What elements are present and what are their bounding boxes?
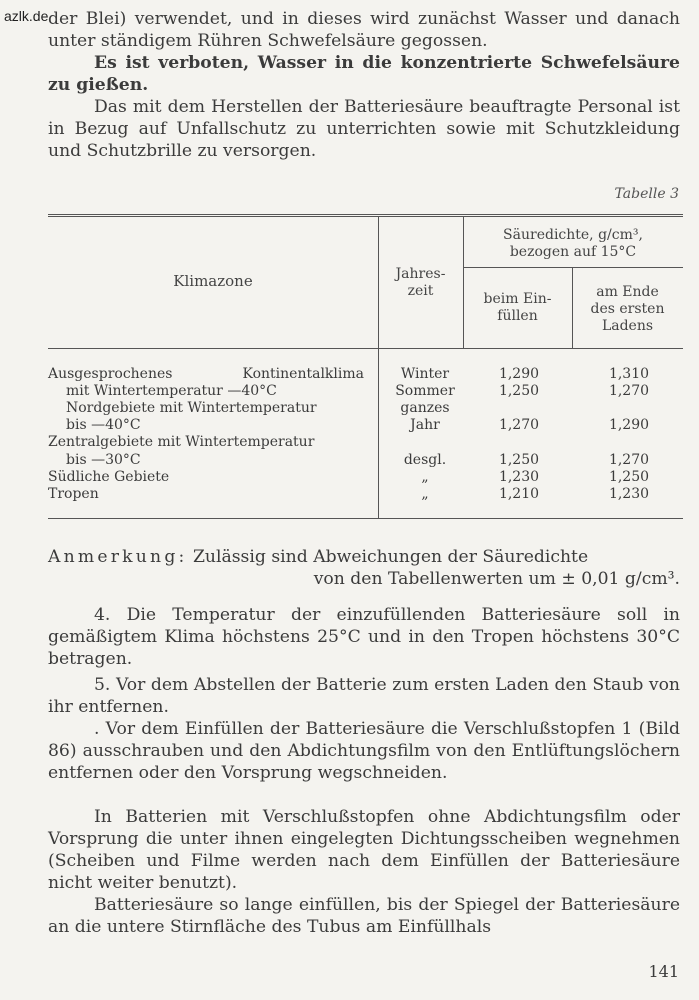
paragraph-5: 5. Vor dem Abstellen der Batterie zum ersten Laden den Staub von ihr entfernen. [48, 675, 680, 717]
row-fill-value: 1,230 [498, 469, 540, 485]
row-zone: Südliche Gebiete [48, 469, 170, 485]
row-fill-value: 1,290 [498, 366, 540, 382]
row-season: Sommer [395, 383, 455, 399]
row-zone: mit Wintertemperatur —40°C [66, 383, 277, 399]
personal-paragraph: Das mit dem Herstellen der Batteriesäure beauftragte Personal ist in Bezug auf Unfallschutz zu unterrichten sowie mit Schutzkleidung und Schutzbrille zu versorgen. [48, 97, 680, 161]
row-end-value: 1,250 [608, 469, 650, 485]
row-season: Winter [400, 366, 450, 382]
table-row [48, 366, 683, 383]
header-season: Jahres- zeit [395, 266, 446, 299]
table-caption: Tabelle 3 [614, 186, 679, 202]
row-fill-value: 1,210 [498, 486, 540, 502]
header-end-first-charge: am Ende des ersten Ladens [590, 284, 665, 334]
warning-paragraph: Es ist verboten, Wasser in die konzentrierte Schwefelsäure zu gießen. [48, 53, 680, 95]
row-season: „ [421, 469, 429, 485]
row-season: „ [421, 486, 429, 502]
row-season: desgl. [403, 452, 447, 468]
table-row [48, 452, 683, 469]
row-zone: Tropen [48, 486, 99, 502]
row-zone: bis —30°C [66, 452, 141, 468]
page-number: 141 [648, 962, 679, 981]
row-zone: Nordgebiete mit Wintertemperatur [66, 400, 317, 416]
row-end-value: 1,270 [608, 452, 650, 468]
row-zone: Zentralgebiete mit Wintertemperatur [48, 434, 315, 450]
row-fill-value: 1,250 [498, 383, 540, 399]
note-label: Anmerkung: [48, 547, 188, 567]
paragraph-7: In Batterien mit Verschlußstopfen ohne Abdichtungsfilm oder Vorsprung die unter ihnen eingelegten Dichtungsscheiben wegnehmen (Scheiben und Filme werden nach dem Einfüllen der Batteriesäure nicht weiter benutzt). [48, 807, 680, 893]
row-end-value: 1,230 [608, 486, 650, 502]
intro-paragraph: der Blei) verwendet, und in dieses wird zunächst Wasser und danach unter ständigem Rühren Schwefelsäure gegossen. [48, 9, 680, 51]
row-fill-value: 1,250 [498, 452, 540, 468]
row-end-value: 1,270 [608, 383, 650, 399]
row-zone: bis —40°C [66, 417, 141, 433]
note-line-1: Zulässig sind Abweichungen der Säuredichte [192, 547, 589, 567]
header-at-filling: beim Ein- füllen [483, 291, 552, 324]
row-zone: Ausgesprochenes Kontinentalklima [48, 366, 364, 382]
paragraph-4: 4. Die Temperatur der einzufüllenden Batteriesäure soll in gemäßigtem Klima höchstens 25°C und in den Tropen höchstens 30°C betragen. [48, 605, 680, 669]
header-climate-zone: Klimazone [173, 272, 253, 290]
row-fill-value: 1,270 [498, 417, 540, 433]
row-end-value: 1,310 [608, 366, 650, 382]
table-row [48, 383, 683, 400]
table-row [48, 417, 683, 434]
row-end-value: 1,290 [608, 417, 650, 433]
note-line-2: von den Tabellenwerten um ± 0,01 g/cm³. [313, 569, 680, 589]
paragraph-8: Batteriesäure so lange einfüllen, bis der Spiegel der Batteriesäure an die untere Stirnfläche des Tubus am Einfüllhals [48, 895, 680, 937]
row-season: Jahr [410, 417, 440, 433]
table-row [48, 400, 683, 417]
row-season: ganzes [400, 400, 450, 416]
table-row [48, 469, 683, 486]
table-note [48, 546, 680, 590]
table-row [48, 434, 683, 451]
table-row [48, 486, 683, 503]
header-acid-density: Säuredichte, g/cm³, bezogen auf 15°C [503, 227, 643, 260]
watermark: azlk.de [4, 8, 49, 24]
paragraph-6: . Vor dem Einfüllen der Batteriesäure die Verschlußstopfen 1 (Bild 86) ausschrauben und den Abdichtungsfilm von den Entlüftungslöchern entfernen oder den Vorsprung wegschneiden. [48, 719, 680, 783]
